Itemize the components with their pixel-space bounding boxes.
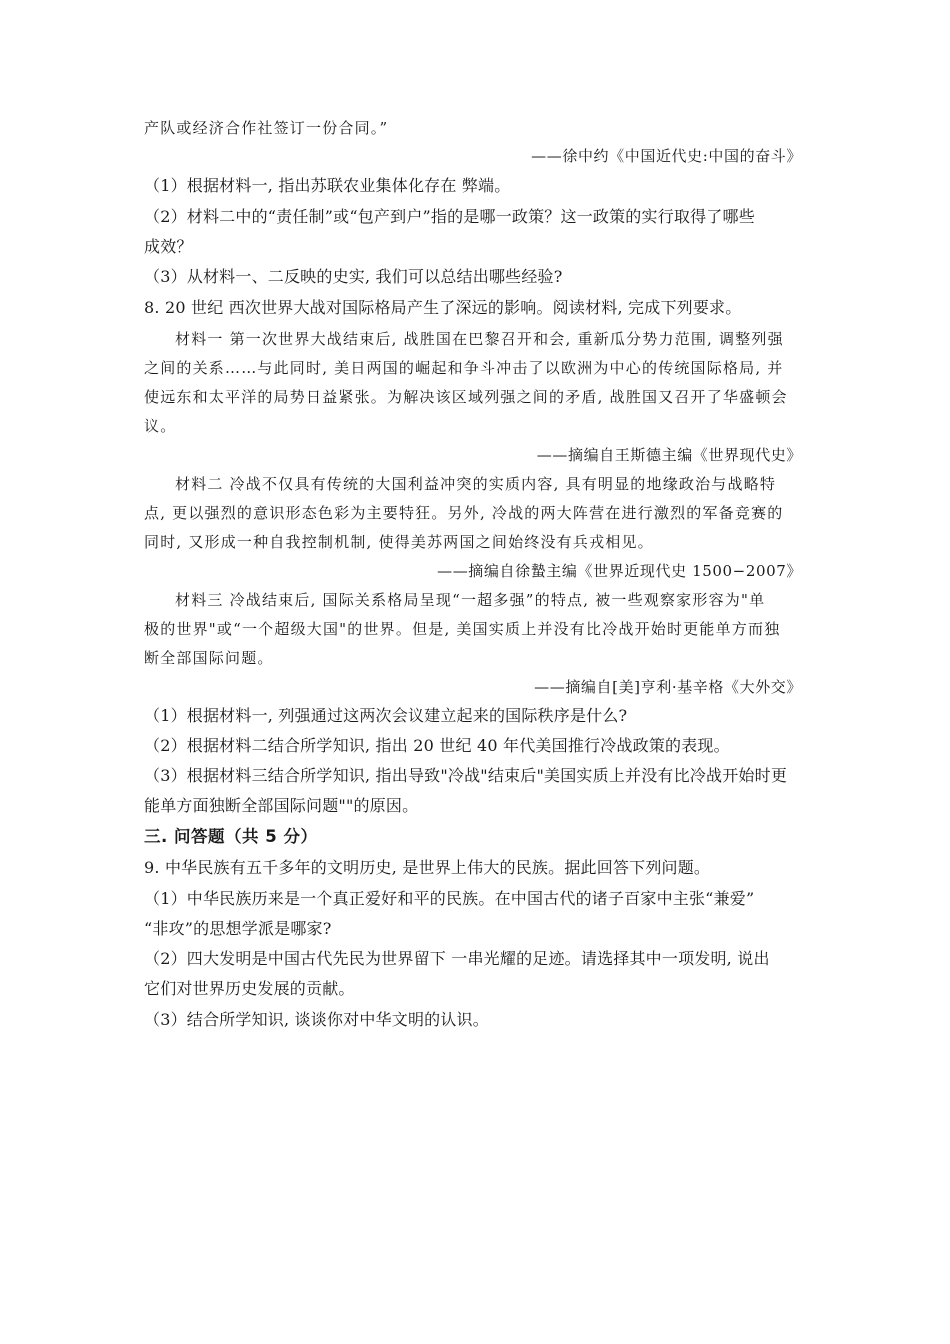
source-citation: ——徐中约《中国近代史:中国的奋斗》: [531, 147, 802, 165]
question-line: （1）中华民族历来是一个真正爱好和平的民族。在中国古代的诸子百家中主张“兼爱”: [144, 889, 755, 908]
material-text-line: 产队或经济合作社签订一份合同。”: [144, 119, 389, 137]
question-line: （1）根据材料一, 列强通过这两次会议建立起来的国际秩序是什么?: [144, 706, 628, 725]
question-line: （2）根据材料二结合所学知识, 指出 20 世纪 40 年代美国推行冷战政策的表现。: [144, 736, 730, 755]
material-text-line: 同时, 又形成一种自我控制机制, 使得美苏两国之间始终没有兵戎相见。: [144, 533, 654, 551]
material-text-line: 使远东和太平洋的局势日益紧张。为解决该区域列强之间的矛盾, 战胜国又召开了华盛顿会: [144, 388, 788, 406]
material-text-line: 断全部国际问题。: [144, 649, 274, 667]
question-line: （3）结合所学知识, 谈谈你对中华文明的认识。: [144, 1010, 489, 1029]
question-line: （2）材料二中的“责任制”或“包产到户”指的是哪一政策？这一政策的实行取得了哪些: [144, 207, 755, 226]
material-text-line: 之间的关系……与此同时, 美日两国的崛起和争斗冲击了以欧洲为中心的传统国际格局, 并: [144, 359, 784, 377]
source-citation: ——摘编自[美]亨利·基辛格《大外交》: [534, 678, 802, 696]
material-text-line: 点, 更以强烈的意识形态色彩为主要特狂。另外, 冷战的两大阵营在进行激烈的军备竞赛的: [144, 504, 784, 522]
question-line: （1）根据材料一, 指出苏联农业集体化存在 弊端。: [144, 176, 511, 195]
question-line: 它们对世界历史发展的贡献。: [144, 979, 355, 998]
material-text-line: 材料二 冷战不仅具有传统的大国利益冲突的实质内容, 具有明显的地缘政治与战略特: [175, 475, 777, 493]
question-line: “非攻”的思想学派是哪家?: [144, 919, 332, 938]
question-line: （3）从材料一、二反映的史实, 我们可以总结出哪些经验?: [144, 267, 563, 286]
source-citation: ——摘编自徐蟄主编《世界近现代史 1500−2007》: [437, 562, 802, 580]
material-text-line: 材料一 第一次世界大战结束后, 战胜国在巴黎召开和会, 重新瓜分势力范围, 调整列强: [175, 330, 784, 348]
material-text-line: 议。: [144, 417, 177, 435]
source-citation: ——摘编自王斯德主编《世界现代史》: [536, 446, 802, 464]
material-text-line: 极的世界"或“一个超级大国"的世界。但是, 美国实质上并没有比冷战开始时更能单方而独: [144, 620, 781, 638]
section-heading: 三. 问答题（共 5 分）: [144, 827, 318, 846]
question-line: 能单方面独断全部国际问题""的原因。: [144, 796, 419, 815]
question-line: （2）四大发明是中国古代先民为世界留下 一串光耀的足迹。请选择其中一项发明, 说出: [144, 949, 770, 968]
question-title: 8. 20 世纪 西次世界大战对国际格局产生了深远的影响。阅读材料, 完成下列要求。: [144, 298, 742, 317]
question-line: 成效？: [144, 237, 193, 256]
question-line: （3）根据材料三结合所学知识, 指出导致"冷战"结束后"美国实质上并没有比冷战开始时更: [144, 766, 788, 785]
material-text-line: 材料三 冷战结束后, 国际关系格局呈现“一超多强”的特点, 被一些观察家形容为"单: [175, 591, 766, 609]
question-title: 9. 中华民族有五千多年的文明历史, 是世界上伟大的民族。据此回答下列问题。: [144, 858, 711, 877]
